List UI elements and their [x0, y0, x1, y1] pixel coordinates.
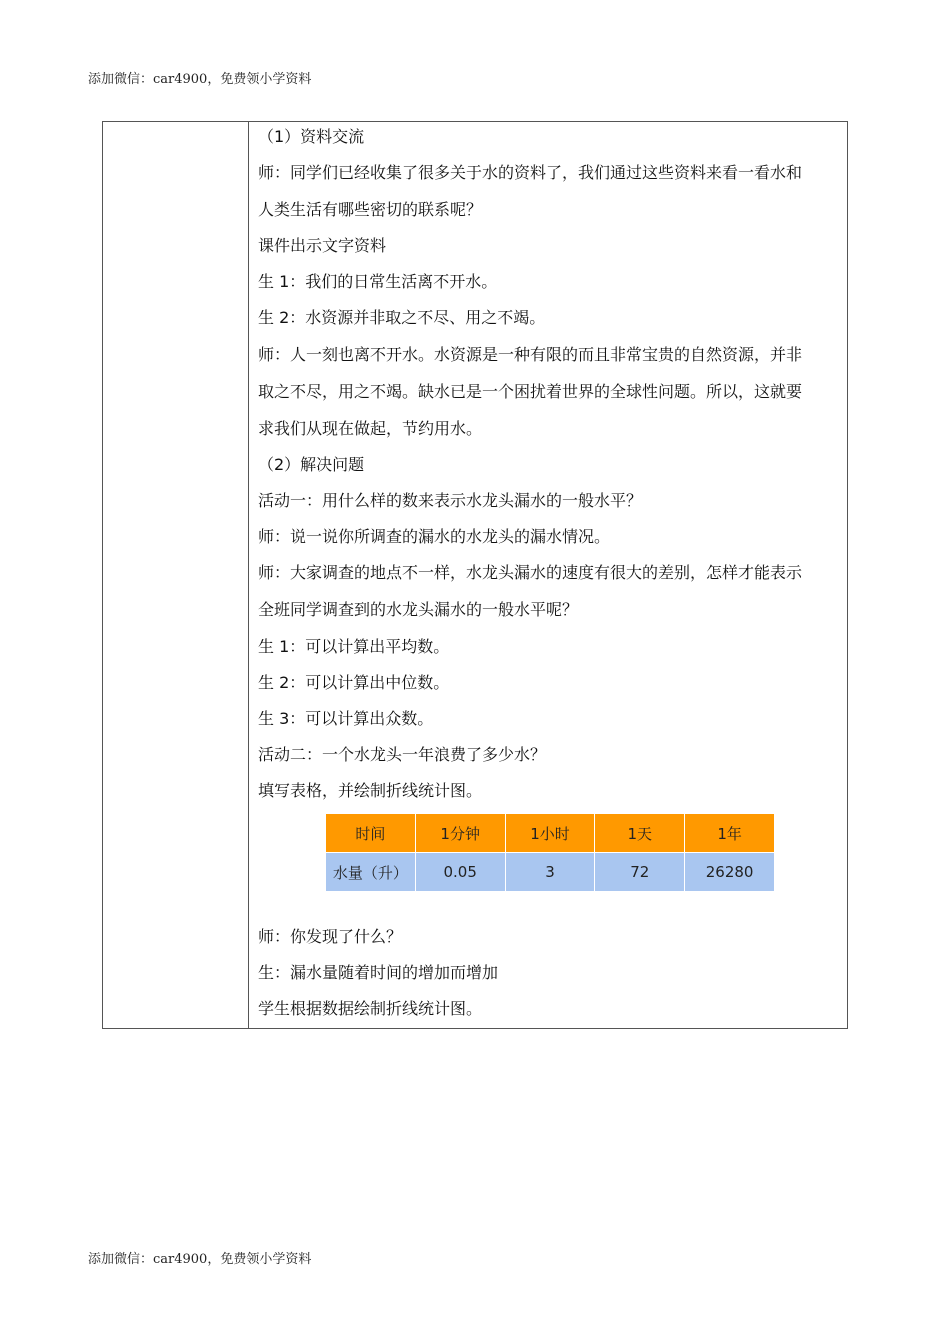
text-line: 师：说一说你所调查的漏水的水龙头的漏水情况。	[258, 527, 611, 546]
footer-watermark: 添加微信：car4900，免费领小学资料	[88, 1252, 312, 1267]
table-cell: 3	[505, 853, 595, 892]
table-header-row	[326, 814, 775, 853]
text-line: 求我们从现在做起，节约用水。	[258, 419, 483, 438]
text-line: 生 2：可以计算出中位数。	[258, 673, 450, 692]
table-row	[326, 853, 775, 892]
table-header-cell: 1小时	[505, 814, 595, 853]
lesson-left-column	[103, 122, 249, 1028]
table-header-cell: 1年	[685, 814, 775, 853]
section-heading-1: （1）资料交流	[258, 127, 365, 146]
text-line: 师：你发现了什么？	[258, 927, 403, 946]
text-line: 生 1：可以计算出平均数。	[258, 637, 450, 656]
text-line: 人类生活有哪些密切的联系呢？	[258, 200, 483, 219]
water-leak-table	[325, 813, 775, 892]
header-watermark: 添加微信：car4900，免费领小学资料	[88, 72, 312, 87]
text-line: 生 3：可以计算出众数。	[258, 709, 434, 728]
text-line: 师：同学们已经收集了很多关于水的资料了，我们通过这些资料来看一看水和	[258, 163, 803, 182]
text-line: 取之不尽，用之不竭。缺水已是一个困扰着世界的全球性问题。所以，这就要	[258, 382, 803, 401]
lesson-table	[102, 121, 848, 1029]
text-line: 活动一：用什么样的数来表示水龙头漏水的一般水平？	[258, 491, 643, 510]
table-cell: 水量（升）	[326, 853, 416, 892]
text-line: 活动二：一个水龙头一年浪费了多少水？	[258, 745, 547, 764]
text-line: 学生根据数据绘制折线统计图。	[258, 999, 483, 1018]
text-line: 生 2：水资源并非取之不尽、用之不竭。	[258, 308, 546, 327]
text-line: 生：漏水量随着时间的增加而增加	[258, 963, 499, 982]
text-line: 全班同学调查到的水龙头漏水的一般水平呢？	[258, 600, 579, 619]
text-line: 填写表格，并绘制折线统计图。	[258, 781, 483, 800]
table-cell: 0.05	[415, 853, 505, 892]
text-line: 师：人一刻也离不开水。水资源是一种有限的而且非常宝贵的自然资源，并非	[258, 345, 803, 364]
table-header-cell: 1分钟	[415, 814, 505, 853]
table-header-cell: 时间	[326, 814, 416, 853]
table-header-cell: 1天	[595, 814, 685, 853]
table-cell: 72	[595, 853, 685, 892]
text-line: 课件出示文字资料	[258, 236, 387, 255]
text-line: 师：大家调查的地点不一样，水龙头漏水的速度有很大的差别，怎样才能表示	[258, 563, 803, 582]
text-line: 生 1：我们的日常生活离不开水。	[258, 272, 498, 291]
section-heading-2: （2）解决问题	[258, 455, 365, 474]
table-cell: 26280	[685, 853, 775, 892]
